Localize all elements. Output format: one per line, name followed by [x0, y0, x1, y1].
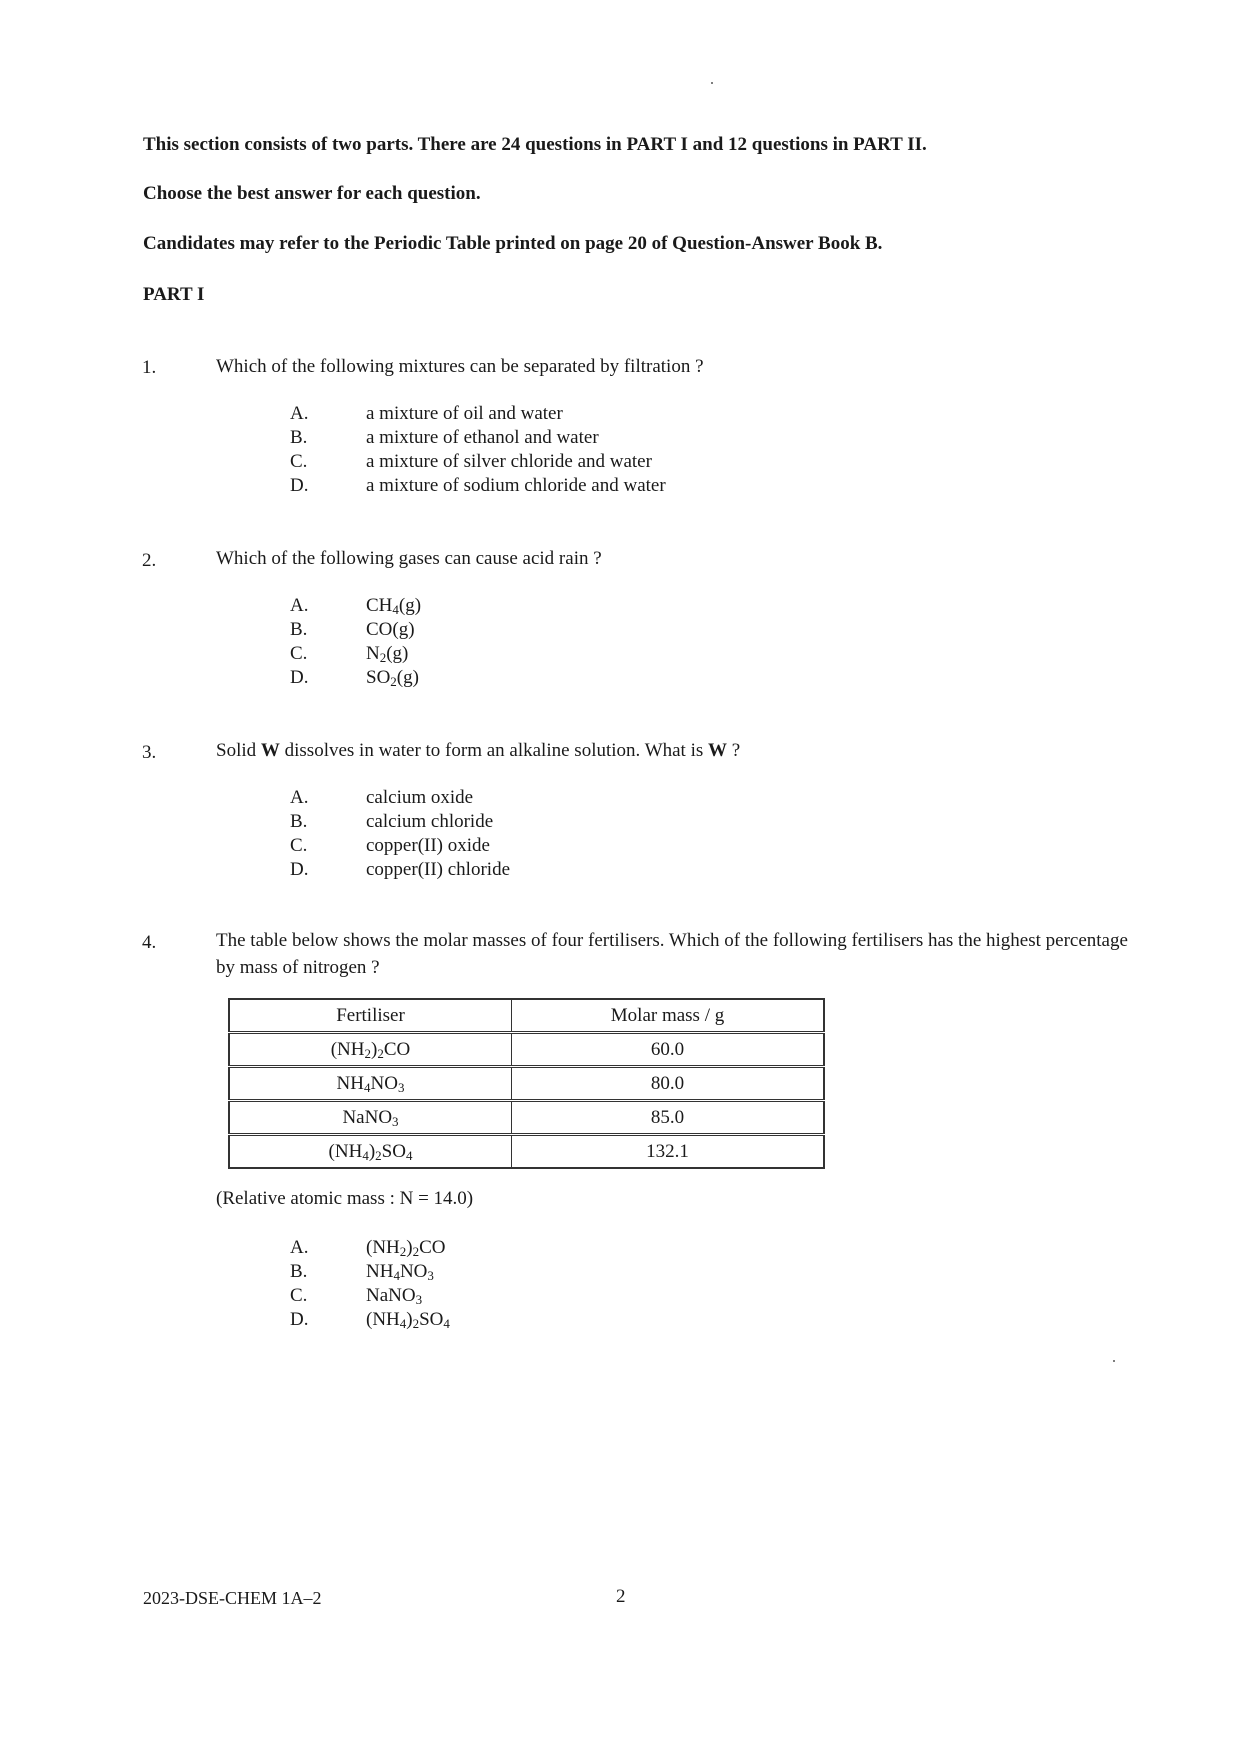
table-header-row — [229, 999, 824, 1033]
table-cell-molar-mass: 60.0 — [512, 1033, 825, 1067]
question-2-number: 2. — [142, 550, 157, 571]
instruction-line-3: Candidates may refer to the Periodic Table printed on page 20 of Question-Answer Book B. — [143, 233, 883, 254]
table-cell-fertiliser: $NH_4NO_3$ — [229, 1067, 512, 1101]
option-d[interactable]: D. $(NH_4)_2SO_4$ — [290, 1309, 450, 1331]
table-row — [229, 1067, 824, 1101]
option-c[interactable]: C. NaNO$_3$ — [290, 1285, 423, 1307]
fertiliser-table — [228, 998, 825, 1169]
table-row — [229, 1101, 824, 1135]
table-cell-molar-mass: 85.0 — [512, 1101, 825, 1135]
question-3-text: Solid W dissolves in water to form an alkaline solution. What is W ? — [216, 740, 741, 761]
option-b[interactable]: B. CO(g) — [290, 619, 415, 640]
option-c[interactable]: C. $N_2(g)$ — [290, 643, 409, 665]
scan-speck — [711, 82, 713, 84]
table-row — [229, 1135, 824, 1169]
paper-code: 2023-DSE-CHEM 1A–2 — [143, 1588, 322, 1608]
instruction-line-2: Choose the best answer for each question. — [143, 183, 481, 204]
table-row — [229, 1033, 824, 1067]
option-b[interactable]: B. $NH_4NO_3$ — [290, 1261, 434, 1283]
question-4-options — [290, 1236, 450, 1332]
table-cell-molar-mass: 80.0 — [512, 1067, 825, 1101]
option-a[interactable]: A. $CH_4(g)$ — [290, 595, 422, 617]
question-4-number: 4. — [142, 932, 157, 953]
table-cell-molar-mass: 132.1 — [512, 1135, 825, 1169]
table-cell-fertiliser: $(NH_4)_2SO_4$ — [229, 1135, 512, 1169]
option-d[interactable]: D. $SO_2(g)$ — [290, 667, 419, 689]
relative-atomic-mass-note: (Relative atomic mass : N = 14.0) — [216, 1188, 474, 1209]
option-d[interactable]: D. copper(II) chloride — [290, 859, 511, 880]
instruction-line-1: This section consists of two parts. There are 24 questions in PART I and 12 questions in PART II. — [143, 134, 927, 155]
question-3-number: 3. — [142, 742, 157, 763]
table-cell-fertiliser: $(NH_2)_2CO$ — [229, 1033, 512, 1067]
option-c[interactable]: C. a mixture of silver chloride and water — [290, 451, 652, 472]
table-header: Fertiliser — [229, 999, 512, 1033]
scan-speck — [1113, 1360, 1115, 1362]
question-1-options — [290, 402, 666, 498]
table-header: Molar mass / g — [512, 999, 825, 1033]
page-number: 2 — [616, 1586, 626, 1607]
option-b[interactable]: B. a mixture of ethanol and water — [290, 427, 599, 448]
option-d[interactable]: D. a mixture of sodium chloride and water — [290, 475, 666, 496]
part-title: PART I — [143, 284, 205, 305]
question-4-text: The table below shows the molar masses of four fertilisers. Which of the following fertilisers has the highest percentage by mass of nitrogen ? — [216, 930, 1128, 978]
option-a[interactable]: A. calcium oxide — [290, 787, 474, 808]
question-1-text: Which of the following mixtures can be separated by filtration ? — [216, 356, 704, 377]
option-c[interactable]: C. copper(II) oxide — [290, 835, 490, 856]
question-2-text: Which of the following gases can cause acid rain ? — [216, 548, 602, 569]
question-2-options — [290, 594, 421, 690]
option-a[interactable]: A. $(NH_2)_2CO$ — [290, 1237, 446, 1259]
option-a[interactable]: A. a mixture of oil and water — [290, 403, 563, 424]
question-1-number: 1. — [142, 357, 157, 378]
table-cell-fertiliser: NaNO$_3$ — [229, 1101, 512, 1135]
option-b[interactable]: B. calcium chloride — [290, 811, 494, 832]
question-3-options — [290, 786, 510, 882]
